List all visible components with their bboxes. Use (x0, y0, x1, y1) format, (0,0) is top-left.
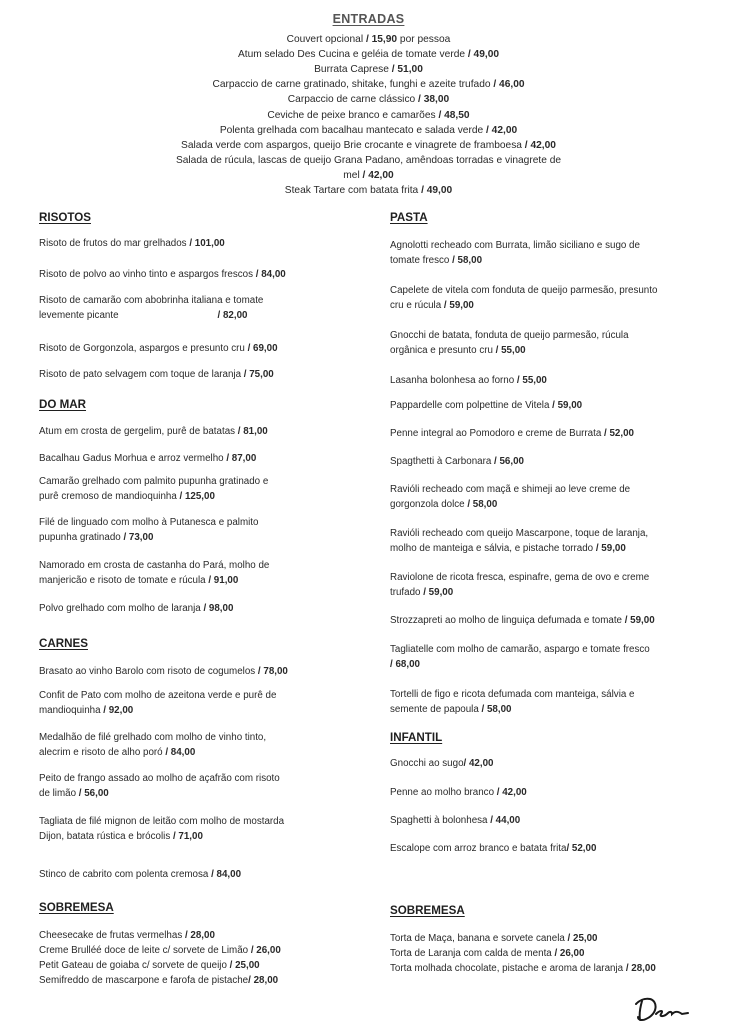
item-price: / 42,00 (362, 169, 394, 181)
entrada-item (0, 62, 737, 77)
item-price: / 25,00 (567, 933, 598, 944)
item-name: gorgonzola dolce (390, 499, 468, 511)
item-price: / 42,00 (463, 758, 494, 769)
item-price: / 58,00 (467, 499, 498, 511)
item-price: / 15,90 (365, 34, 398, 46)
item-price: / 59,00 (443, 300, 474, 312)
menu-item (39, 474, 369, 504)
item-price: / 69,00 (247, 343, 278, 354)
item-price: / 58,00 (452, 255, 483, 267)
item-name: Raviolone de ricota fresca, espinafre, gema de ovo e creme (390, 572, 650, 583)
item-name: mandioquinha (39, 705, 104, 717)
section-title-sobremesa: SOBREMESA (390, 904, 465, 917)
item-price: / 58,00 (481, 704, 512, 716)
item-price: / 84,00 (255, 269, 286, 280)
item-price: / 125,00 (179, 491, 215, 503)
item-price: / 82,00 (217, 310, 248, 322)
entrada-item (0, 123, 737, 138)
item-name: Filé de linguado com molho à Putanesca e palmito (39, 517, 259, 528)
menu-item (390, 328, 720, 358)
menu-item (390, 482, 720, 512)
item-name: pupunha gratinado (39, 532, 124, 544)
item-price: / 28,00 (625, 963, 656, 974)
menu-item (39, 973, 369, 988)
item-name: Peito de frango assado ao molho de açafrão com risoto (39, 773, 280, 784)
item-name: Medalhão de filé grelhado com molho de vinho tinto, (39, 732, 267, 743)
menu-item (39, 730, 369, 760)
item-price: / 78,00 (257, 666, 288, 677)
item-price: / 68,00 (390, 659, 420, 671)
entrada-item (0, 77, 737, 92)
signature-icon (630, 992, 700, 1024)
item-name: Torta de Maça, banana e sorvete canela (390, 933, 568, 944)
item-name: Risoto de frutos do mar grelhados (39, 238, 190, 249)
item-price: / 42,00 (486, 124, 518, 136)
menu-item (39, 515, 369, 545)
item-price: / 84,00 (165, 747, 196, 759)
menu-item (390, 813, 720, 828)
item-price: / 55,00 (516, 375, 547, 386)
item-name: Tagliatelle com molho de camarão, aspargo e tomate fresco (390, 644, 650, 655)
menu-item (390, 931, 720, 946)
menu-item (39, 267, 369, 282)
item-price: / 25,00 (229, 960, 260, 971)
item-name: Ravióli recheado com maçã e shimeji ao leve creme de (390, 484, 631, 495)
item-name: Burrata Caprese (314, 64, 392, 76)
entradas-section (0, 12, 737, 198)
menu-item (390, 785, 720, 800)
item-name: Lasanha bolonhesa ao forno (390, 375, 517, 386)
item-name: Capelete de vitela com fonduta de queijo parmesão, presunto (390, 285, 658, 296)
item-name: Atum selado Des Cucina e geléia de tomate verde (237, 49, 468, 61)
item-price: / 84,00 (211, 869, 242, 880)
menu-item (39, 558, 369, 588)
item-price: / 42,00 (524, 139, 556, 151)
menu-item (390, 841, 720, 856)
menu-item (39, 451, 369, 466)
menu-item (390, 570, 720, 600)
menu-item (390, 642, 720, 672)
item-name: Penne ao molho branco (390, 787, 497, 798)
entradas-list (0, 32, 737, 198)
item-name: Spaghetti à bolonhesa (390, 815, 491, 826)
item-price: / 42,00 (496, 787, 527, 798)
item-price: / 44,00 (490, 815, 521, 826)
item-name: Polenta grelhada com bacalhau mantecato e salada verde (219, 124, 487, 136)
item-name: Carpaccio de carne gratinado, shitake, funghi e azeite trufado (212, 79, 494, 91)
menu-item (39, 367, 369, 382)
item-suffix: por pessoa (397, 34, 451, 46)
item-name: Dijon, batata rústica e brócolis (39, 831, 173, 843)
item-name: cru e rúcula (390, 300, 444, 312)
item-name: Torta molhada chocolate, pistache e aroma de laranja (390, 963, 626, 974)
menu-item (39, 867, 369, 882)
menu-item (390, 526, 720, 556)
item-name: Atum em crosta de gergelim, purê de batatas (39, 426, 238, 437)
item-name: orgânica e presunto cru (390, 345, 496, 357)
item-price: / 87,00 (226, 453, 257, 464)
menu-item (390, 454, 720, 469)
menu-item (390, 946, 720, 961)
item-price: / 56,00 (494, 456, 524, 467)
item-name: Namorado em crosta de castanha do Pará, molho de (39, 560, 270, 571)
item-price: / 91,00 (208, 575, 239, 587)
item-name: Creme Brulléé doce de leite c/ sorvete de Limão (39, 945, 251, 956)
menu-item (390, 613, 720, 628)
item-price: / 28,00 (184, 930, 215, 941)
item-price: / 59,00 (552, 400, 583, 411)
entrada-item (0, 32, 737, 47)
section-pasta (390, 211, 725, 716)
section-title-do-mar: DO MAR (39, 398, 87, 411)
menu-item (39, 236, 369, 251)
menu-item (39, 814, 369, 844)
item-price: / 59,00 (423, 587, 454, 599)
menu-item (390, 238, 720, 268)
item-price: / 26,00 (554, 948, 585, 959)
entrada-item (0, 108, 737, 123)
menu-item (390, 687, 720, 717)
item-price: / 55,00 (495, 345, 526, 357)
section-infantil (390, 731, 725, 854)
item-name: Brasato ao vinho Barolo com risoto de cogumelos (39, 666, 258, 677)
item-price: / 28,00 (248, 975, 279, 986)
item-price: / 101,00 (189, 238, 225, 249)
item-price: / 52,00 (604, 428, 634, 439)
entrada-item (0, 168, 737, 183)
item-name: Gnocchi de batata, fonduta de queijo parmesão, rúcula (390, 330, 629, 341)
entrada-item (0, 92, 737, 107)
entrada-item (0, 47, 737, 62)
item-name: Cheesecake de frutas vermelhas (39, 930, 185, 941)
item-name: de limão (39, 788, 79, 800)
item-price: / 46,00 (493, 79, 525, 91)
section-carnes (39, 637, 374, 880)
section-sobremesa-left (39, 901, 374, 986)
menu-item (39, 601, 369, 616)
item-name: molho de manteiga e sálvia, e pistache torrado (390, 543, 596, 555)
item-price: / 49,00 (467, 49, 500, 61)
item-name: Tortelli de figo e ricota defumada com manteiga, sálvia e (390, 689, 635, 700)
menu-item (39, 424, 369, 439)
item-name: manjericão e risoto de tomate e rúcula (39, 575, 209, 587)
section-do-mar (39, 398, 374, 614)
item-price: / 49,00 (421, 185, 453, 197)
item-name: Confit de Pato com molho de azeitona verde e purê de (39, 690, 277, 701)
item-price: / 59,00 (595, 543, 626, 555)
item-name: Agnolotti recheado com Burrata, limão siciliano e sugo de (390, 240, 640, 251)
menu-item (390, 283, 720, 313)
item-name: Tagliata de filé mignon de leitão com molho de mostarda (39, 816, 285, 827)
menu-item (39, 341, 369, 356)
item-price: / 98,00 (203, 603, 234, 614)
item-name: Stinco de cabrito com polenta cremosa (39, 869, 212, 880)
entrada-item (0, 183, 737, 198)
entrada-item (0, 153, 737, 168)
item-name: Strozzapreti ao molho de linguiça defumada e tomate (390, 615, 625, 626)
item-price: / 73,00 (123, 532, 154, 544)
menu-item (390, 398, 720, 413)
item-name: Steak Tartare com batata frita (284, 185, 422, 197)
item-name: Penne integral ao Pomodoro e creme de Burrata (390, 428, 605, 439)
menu-item (390, 756, 720, 771)
section-title-sobremesa: SOBREMESA (39, 901, 114, 914)
menu-item (39, 958, 369, 973)
section-title-pasta: PASTA (390, 211, 428, 224)
item-name: Risoto de camarão com abobrinha italiana e tomate (39, 295, 264, 306)
item-price: / 48,50 (438, 109, 470, 121)
item-name: Pappardelle com polpettine de Vitela (390, 400, 553, 411)
item-name: Risoto de Gorgonzola, aspargos e presunto cru (39, 343, 248, 354)
item-name: Salada de rúcula, lascas de queijo Grana Padano, amêndoas torradas e vinagrete de (175, 154, 562, 166)
menu-item (390, 426, 720, 441)
menu-item (39, 293, 369, 323)
section-risotos (39, 211, 374, 380)
item-name: Ravióli recheado com queijo Mascarpone, toque de laranja, (390, 528, 649, 539)
item-name: Semifreddo de mascarpone e farofa de pistache (39, 975, 249, 986)
section-title-carnes: CARNES (39, 637, 88, 650)
section-sobremesa-right (390, 904, 725, 974)
item-price: / 38,00 (418, 94, 450, 106)
item-price: / 26,00 (250, 945, 281, 956)
item-name: Bacalhau Gadus Morhua e arroz vermelho (39, 453, 227, 464)
item-price: / 75,00 (243, 369, 274, 380)
item-name: Petit Gateau de goiaba c/ sorvete de queijo (39, 960, 230, 971)
item-name: mel (343, 169, 363, 181)
item-name: Carpaccio de carne clássico (287, 94, 419, 106)
item-name: Camarão grelhado com palmito pupunha gratinado e (39, 476, 269, 487)
item-price: / 51,00 (391, 64, 423, 76)
item-name: Risoto de pato selvagem com toque de laranja (39, 369, 244, 380)
menu-item (39, 771, 369, 801)
item-price: / 56,00 (78, 788, 109, 800)
item-name: Gnocchi ao sugo (390, 758, 464, 769)
section-title-risotos: RISOTOS (39, 211, 91, 224)
item-price: / 92,00 (103, 705, 134, 717)
item-name: Risoto de polvo ao vinho tinto e aspargos frescos (39, 269, 256, 280)
item-price: / 52,00 (566, 843, 597, 854)
menu-item (390, 961, 720, 976)
item-name: Spagthetti à Carbonara (390, 456, 495, 467)
item-name: levemente picante (39, 310, 119, 322)
section-title-infantil: INFANTIL (390, 731, 443, 744)
item-name: tomate fresco (390, 255, 453, 267)
menu-item (39, 688, 369, 718)
item-name: Ceviche de peixe branco e camarões (267, 109, 439, 121)
item-price: / 71,00 (172, 831, 203, 843)
menu-item (390, 373, 720, 388)
item-name: purê cremoso de mandioquinha (39, 491, 180, 503)
item-name: Torta de Laranja com calda de menta (390, 948, 555, 959)
item-name: Salada verde com aspargos, queijo Brie crocante e vinagrete de framboesa (181, 139, 525, 151)
item-price: / 59,00 (624, 615, 655, 626)
entradas-title: ENTRADAS (332, 12, 405, 26)
item-name: Polvo grelhado com molho de laranja (39, 603, 204, 614)
item-name: trufado (390, 587, 424, 599)
menu-item (39, 664, 369, 679)
item-name: Escalope com arroz branco e batata frita (390, 843, 567, 854)
item-name: alecrim e risoto de alho poró (39, 747, 166, 759)
item-name: semente de papoula (390, 704, 482, 716)
menu-item (39, 928, 369, 943)
item-name: Couvert opcional (286, 34, 366, 46)
entrada-item (0, 138, 737, 153)
item-price: / 81,00 (237, 426, 268, 437)
menu-item (39, 943, 369, 958)
